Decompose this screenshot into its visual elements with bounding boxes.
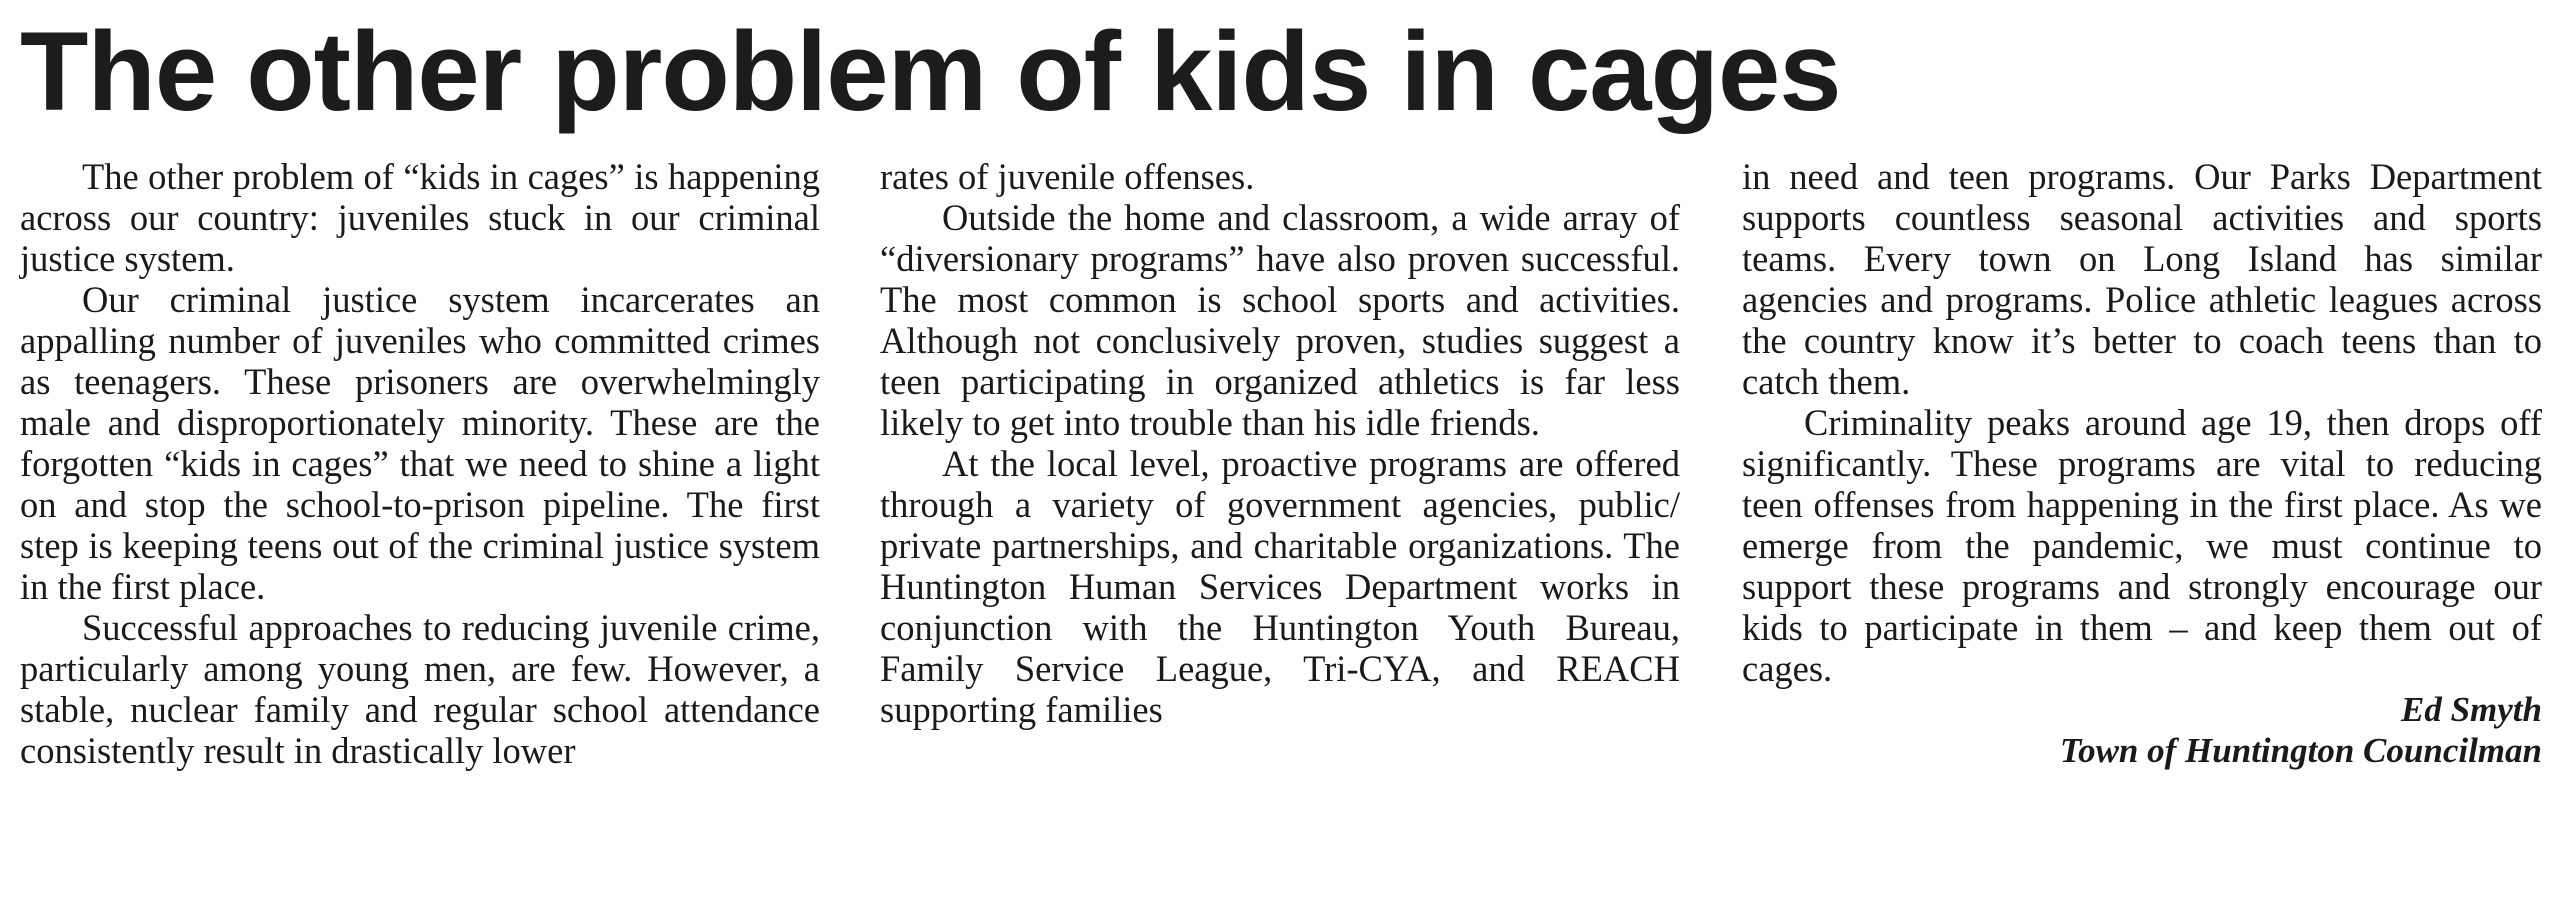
paragraph: Criminality peaks around age 19, then drops off significantly. These programs are vital to reducing teen offenses from happening in the first place. As we emerge from the pandemic, we must continue to support these programs and strongly encourage our kids to participate in them – and keep them out of cages. [1742, 402, 2542, 689]
paragraph: Outside the home and classroom, a wide array of “diversionary programs” have also proven successful. The most common is school sports and activities. Although not conclusively proven, studies suggest a teen participating in organized athletics is far less likely to get into trouble than his idle friends. [880, 197, 1680, 443]
author-signature [1742, 689, 2542, 771]
column-3 [1742, 156, 2542, 896]
author-name: Ed Smyth [2400, 690, 2542, 729]
paragraph: Our criminal justice system incarcerates an appalling number of juveniles who committed crimes as teenagers. These prisoners are overwhelmingly male and disproportionately minority. These are the forgotten “kids in cages” that we need to shine a light on and stop the school-to-prison pipeline. The first step is keeping teens out of the criminal justice system in the first place. [20, 279, 820, 607]
paragraph-continuation: in need and teen programs. Our Parks Department supports countless seasonal activities and sports teams. Every town on Long Island has similar agencies and programs. Police athletic leagues across the country know it’s better to coach teens than to catch them. [1742, 156, 2542, 402]
article-body [20, 156, 2542, 896]
headline: The other problem of kids in cages [20, 9, 1841, 134]
paragraph: The other problem of “kids in cages” is happening across our country: juveniles stuck in our criminal justice system. [20, 156, 820, 279]
author-title: Town of Huntington Councilman [2059, 731, 2542, 770]
paragraph: Successful approaches to reducing juvenile crime, particularly among young men, are few. However, a stable, nuclear family and regular school attendance consistently result in drastically lower [20, 607, 820, 771]
column-2 [880, 156, 1680, 896]
column-1 [20, 156, 820, 896]
paragraph: At the local level, proactive programs are offered through a variety of government agencies, public/ private partnerships, and charitable organizations. The Huntington Human Services Department works in conjunction with the Huntington Youth Bureau, Family Service League, Tri-CYA, and REACH supporting families [880, 443, 1680, 730]
paragraph-continuation: rates of juvenile offenses. [880, 156, 1255, 197]
